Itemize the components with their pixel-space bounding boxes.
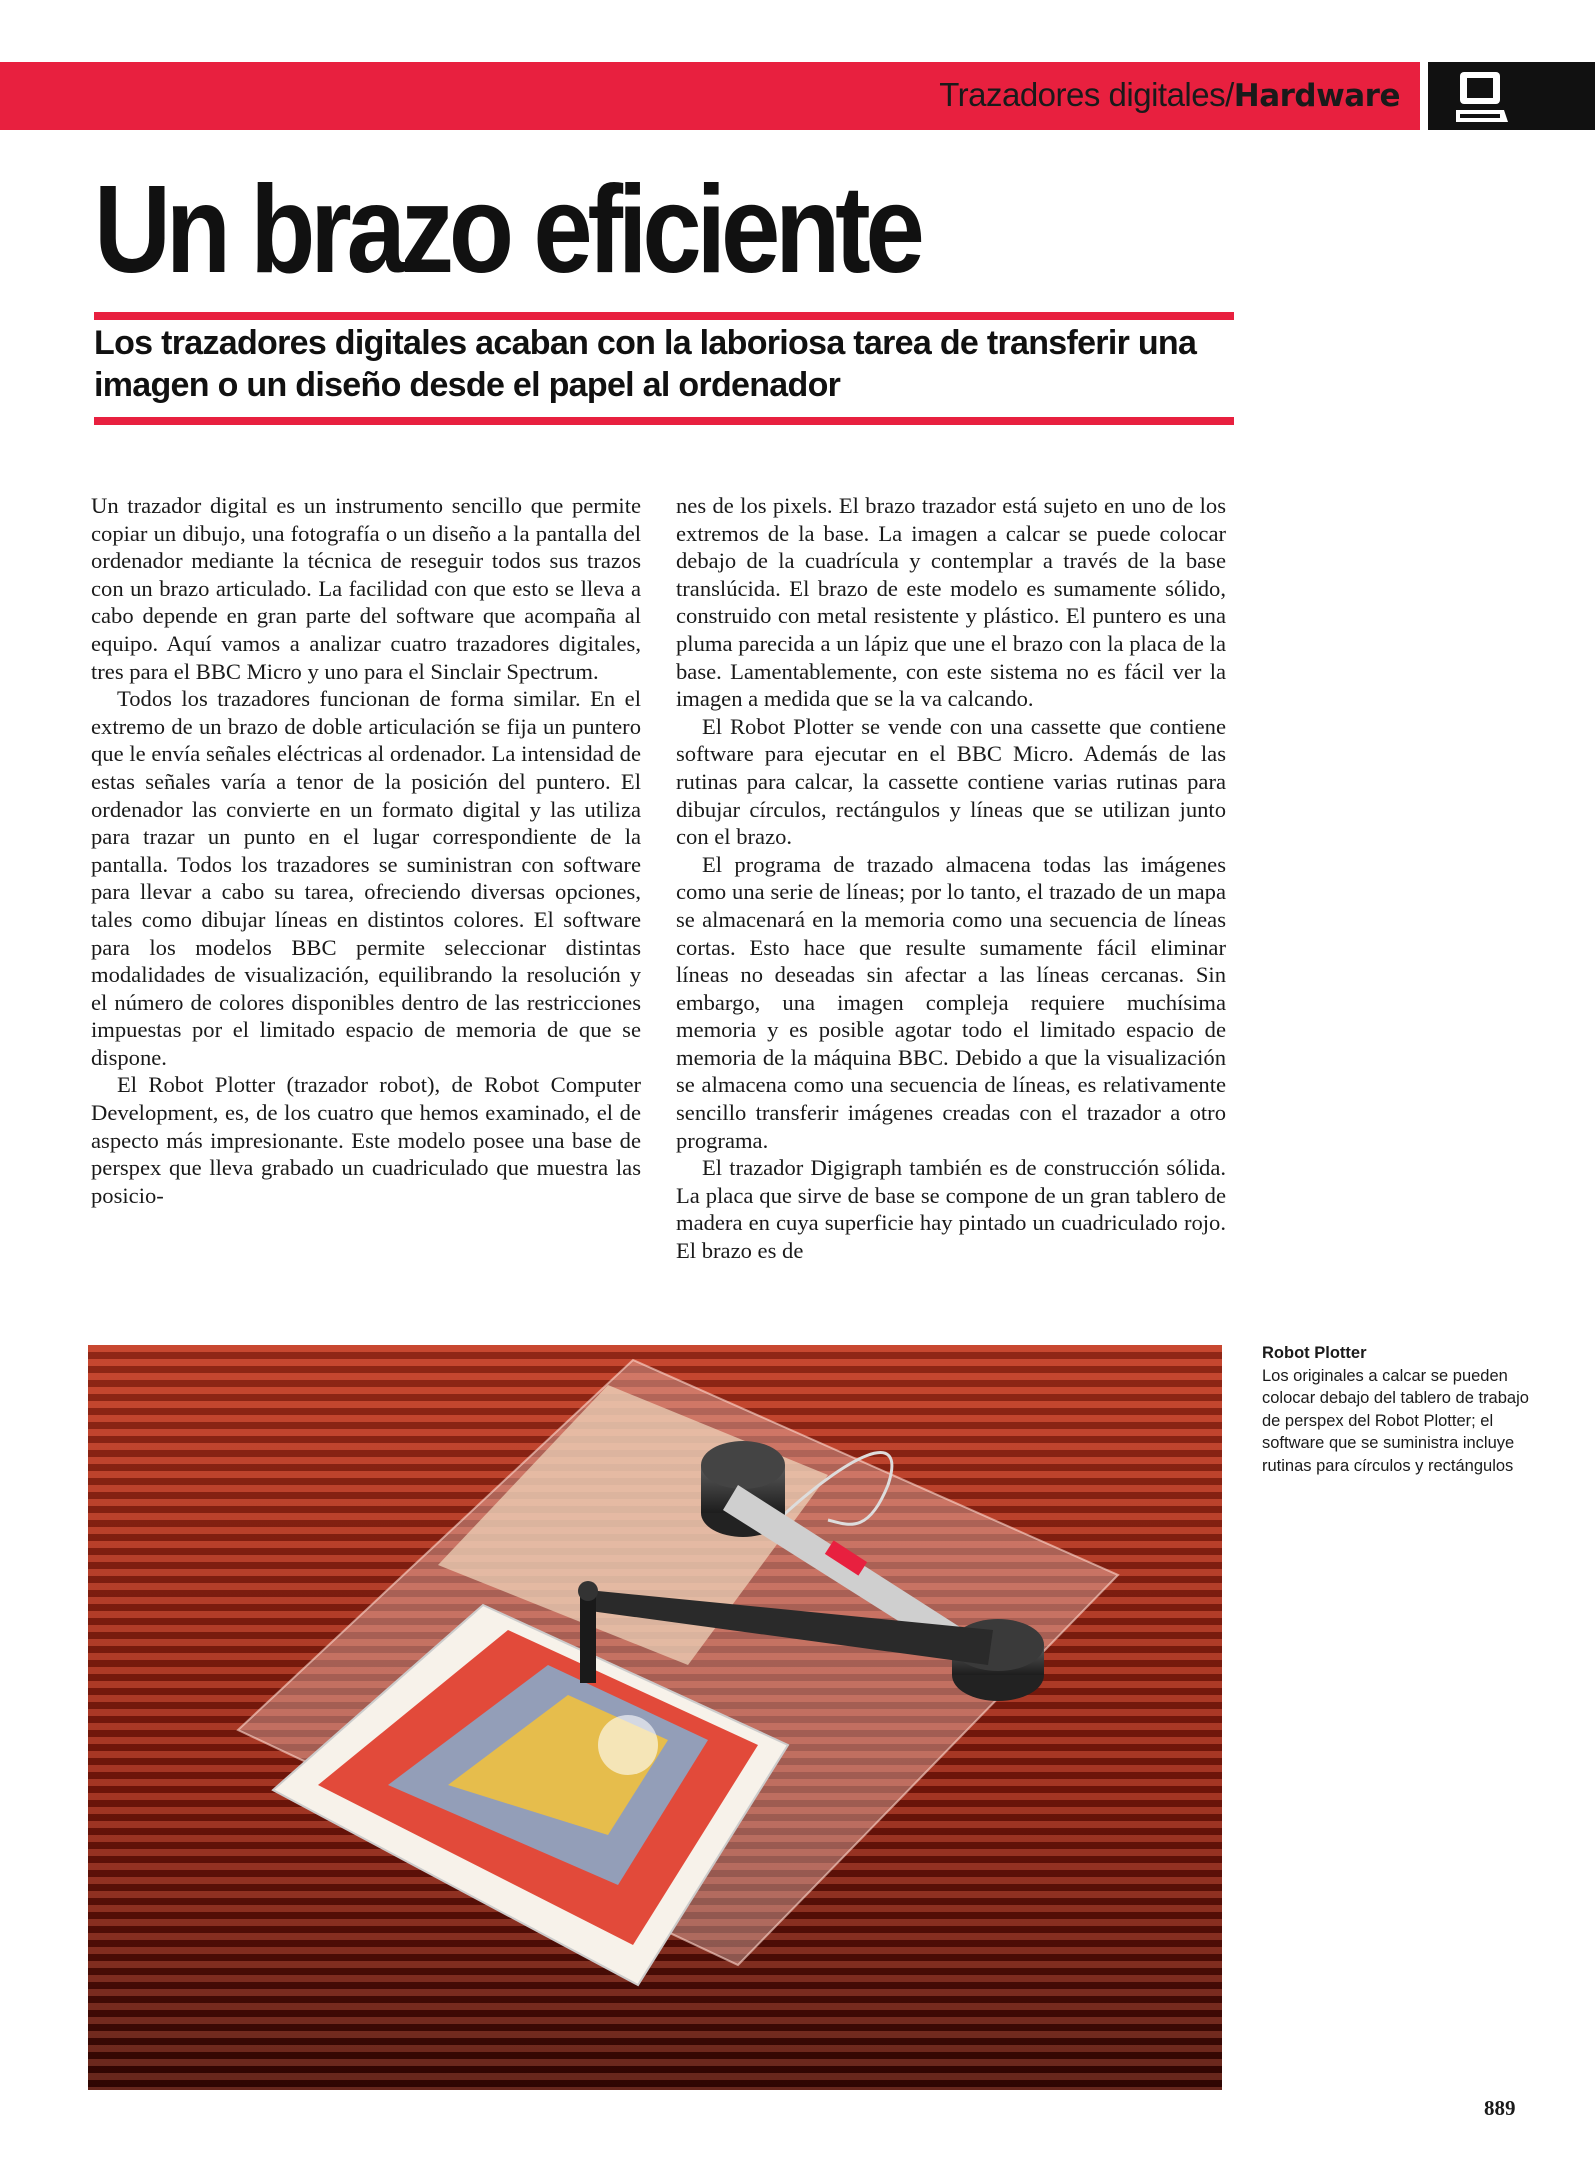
article-subtitle: Los trazadores digitales acaban con la laboriosa tarea de transferir una imagen o un diseño desde el papel al ordenador	[94, 324, 1197, 404]
paragraph: El programa de trazado almacena todas las imágenes como una serie de líneas; por lo tanto, el trazado de un mapa se almacenará en la memoria como una secuencia de líneas cortas. Esto hace que resulte sumamente fácil eliminar líneas no deseadas sin afectar a las líneas cercanas. Sin embargo, una imagen compleja requiere muchísima memoria y es posible agotar todo el limitado espacio de memoria de la máquina BBC. Debido a que la visualización se almacena como una secuencia de líneas, es relativamente sencillo transferir imágenes creadas con el trazador a otro programa.	[676, 851, 1226, 1153]
paragraph: Un trazador digital es un instrumento sencillo que permite copiar un dibujo, una fotografía o un diseño a la pantalla del ordenador mediante la técnica de reseguir todos sus trazos con un brazo articulado. La facilidad con que esto se lleva a cabo depende en gran parte del software que acompaña al equipo. Aquí vamos a analizar cuatro trazadores digitales, tres para el BBC Micro y uno para el Sinclair Spectrum.	[91, 493, 641, 684]
paragraph: El trazador Digigraph también es de construcción sólida. La placa que sirve de base se compone de un gran tablero de madera en cuya superficie hay pintado un cuadriculado rojo. El brazo es de	[676, 1155, 1226, 1264]
computer-icon	[1428, 62, 1595, 130]
page-number: 889	[1484, 2096, 1516, 2120]
bottom-rule	[94, 417, 1234, 425]
section-header	[939, 76, 1400, 114]
robot-plotter-photo	[88, 1345, 1222, 2090]
section-label: Trazadores digitales/	[939, 76, 1234, 113]
paragraph-start: El Robot Plotter (trazador robot), de Robot Computer Development, es, de los cuatro que hemos examinado, el de aspecto más impresionante. Este modelo posee una base de perspex que lleva grabado un cuadriculado que muestra las posicio-	[91, 1072, 641, 1208]
paragraph: El Robot Plotter se vende con una cassette que contiene software para ejecutar en el BBC Micro. Además de las rutinas para calcar, la cassette contiene varias rutinas para dibujar círculos, rectángulos y líneas que se utilizan junto con el brazo.	[676, 713, 1226, 850]
header-band	[0, 62, 1420, 130]
caption-text: Los originales a calcar se pueden colocar debajo del tablero de trabajo de perspex del Robot Plotter; el software que se suministra incluye rutinas para círculos y rectángulos	[1262, 1366, 1529, 1475]
article-title: Un brazo eficiente	[94, 161, 920, 299]
paragraph-full-source	[0, 0, 1, 1]
paragraph: Todos los trazadores funcionan de forma similar. En el extremo de un brazo de doble articulación se fija un puntero que le envía señales eléctricas al ordenador. La intensidad de estas señales varía a tenor de la posición del puntero. El ordenador las convierte en un formato digital y las utiliza para trazar un punto en el lugar correspondiente de la pantalla. Todos los trazadores se suministran con software para llevar a cabo su tarea, ofreciendo diversas opciones, tales como dibujar líneas en distintos colores. El software para los modelos BBC permite seleccionar distintas modalidades de visualización, equilibrando la resolución y el número de colores disponibles dentro de las restricciones impuestas por el limitado espacio de memoria de que se dispone.	[91, 686, 641, 1070]
caption-title: Robot Plotter	[1262, 1344, 1367, 1362]
text-column-left	[91, 492, 641, 1209]
paragraph-split	[91, 1071, 641, 1209]
figure-caption	[1262, 1342, 1532, 1477]
top-rule	[94, 312, 1234, 320]
paragraph-continuation: nes de los pixels. El brazo trazador está sujeto en uno de los extremos de la base. La imagen a calcar se puede colocar debajo de la cuadrícula y contemplar a través de la base translúcida. El brazo de este modelo es sumamente sólido, construido con metal resistente y plástico. El puntero es una pluma parecida a un lápiz que une el brazo con la placa de la base. Lamentablemente, con este sistema no es fácil ver la imagen a medida que se la va calcando.	[676, 493, 1226, 712]
text-column-right	[676, 492, 1226, 1265]
category-label: Hardware	[1233, 78, 1400, 114]
